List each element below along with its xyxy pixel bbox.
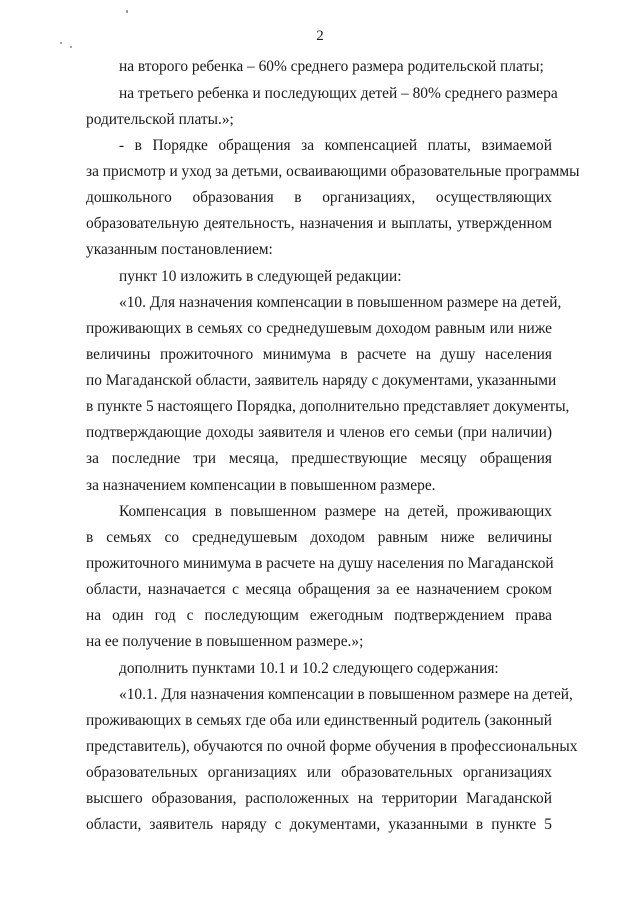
scan-speck	[70, 46, 72, 48]
text-line: области, заявитель наряду с документами, указанными в пункте 5	[86, 816, 552, 833]
text-line: проживающих в семьях где оба или единственный родитель (законный	[86, 712, 552, 729]
page-number: 2	[316, 28, 324, 44]
text-line: дошкольного образования в организациях, осуществляющих	[86, 189, 552, 206]
text-line: Компенсация в повышенном размере на детей, проживающих	[119, 503, 552, 520]
text-line: за присмотр и уход за детьми, осваивающими образовательные программы	[86, 163, 580, 180]
text-line: образовательную деятельность, назначения и выплаты, утвержденном	[86, 215, 552, 232]
text-line: «10. Для назначения компенсации в повышенном размере на детей,	[119, 294, 562, 311]
text-line: по Магаданской области, заявитель наряду с документами, указанными	[86, 372, 557, 389]
text-line: представитель), обучаются по очной форме обучения в профессиональных	[86, 738, 578, 755]
text-line: на один год с последующим ежегодным подтверждением права	[86, 607, 552, 624]
text-line: «10.1. Для назначения компенсации в повышенном размере на детей,	[119, 686, 573, 703]
text-line: пункт 10 изложить в следующей редакции:	[119, 268, 402, 285]
text-line: на третьего ребенка и последующих детей – 80% среднего размера	[119, 85, 558, 102]
text-line: подтверждающие доходы заявителя и членов его семьи (при наличии)	[86, 424, 552, 441]
text-line: за последние три месяца, предшествующие месяцу обращения	[86, 450, 552, 467]
scan-speck	[126, 10, 128, 13]
text-line: проживающих в семьях со среднедушевым доходом равным или ниже	[86, 320, 552, 337]
text-line: прожиточного минимума в расчете на душу населения по Магаданской	[86, 555, 554, 572]
text-line: величины прожиточного минимума в расчете на душу населения	[86, 346, 552, 363]
text-line: области, назначается с месяца обращения за ее назначением сроком	[86, 581, 552, 598]
text-line: на второго ребенка – 60% среднего размера родительской платы;	[119, 58, 544, 75]
text-line: на ее получение в повышенном размере.»;	[86, 633, 364, 650]
text-line: родительской платы.»;	[86, 111, 234, 128]
text-line: за назначением компенсации в повышенном размере.	[86, 477, 436, 494]
text-line: высшего образования, расположенных на территории Магаданской	[86, 790, 552, 807]
text-line: указанным постановлением:	[86, 241, 273, 258]
text-line: образовательных организациях или образовательных организациях	[86, 764, 552, 781]
text-line: в семьях со среднедушевым доходом равным ниже величины	[86, 529, 552, 546]
text-line: дополнить пунктами 10.1 и 10.2 следующего содержания:	[119, 660, 499, 677]
text-line: в пункте 5 настоящего Порядка, дополнительно представляет документы,	[86, 398, 570, 415]
text-line: - в Порядке обращения за компенсацией платы, взимаемой	[119, 137, 552, 154]
